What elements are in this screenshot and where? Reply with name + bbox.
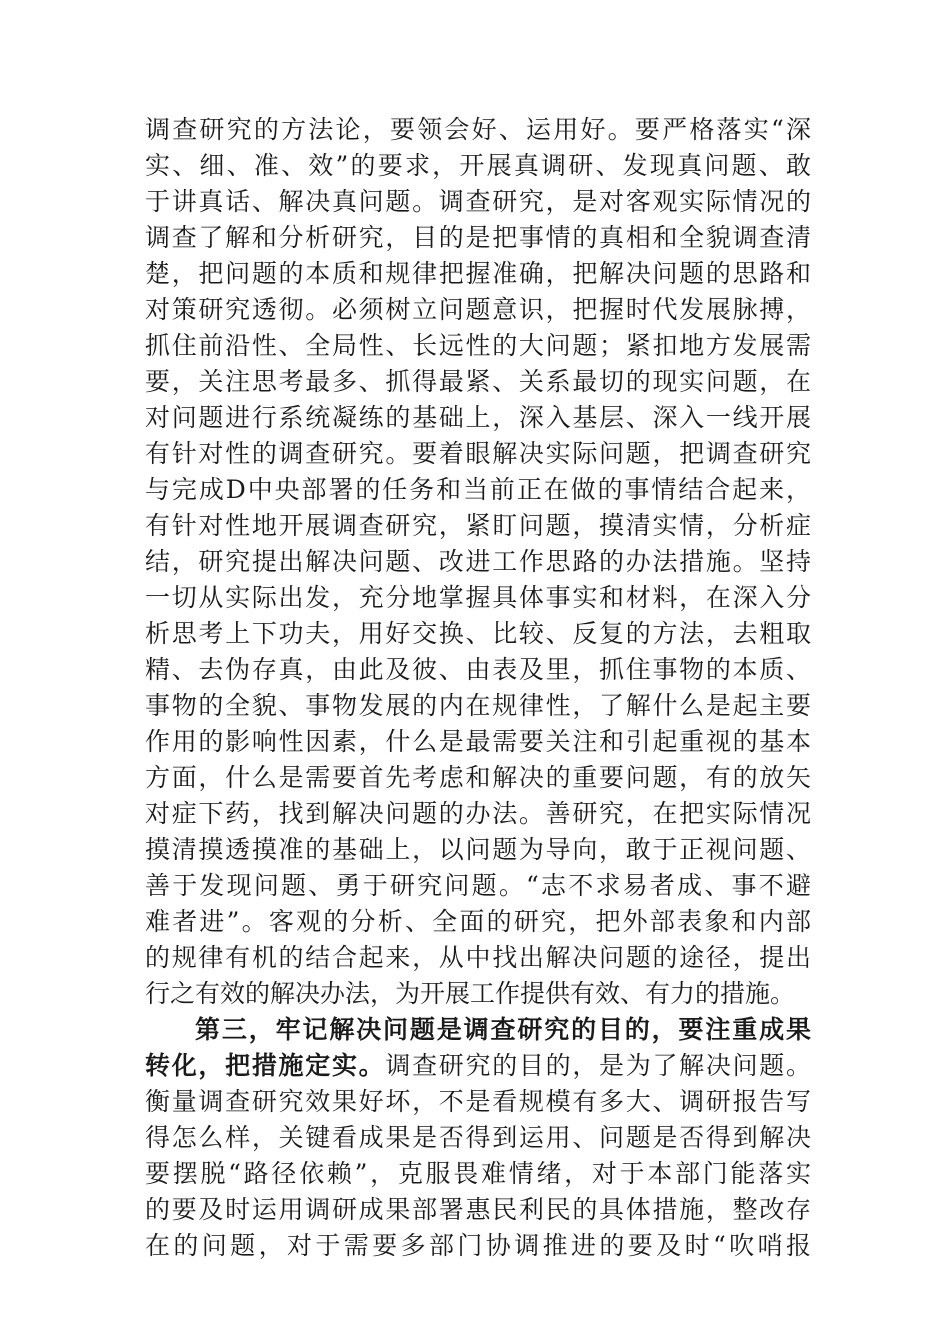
text-line: 衡量调查研究效果好坏，不是看规模有多大、调研报告写 — [145, 1087, 811, 1116]
text-line: 结，研究提出解决问题、改进工作思路的办法措施。坚持 — [145, 547, 811, 576]
paragraph-third-point — [145, 1012, 811, 1264]
text-line: 方面，什么是需要首先考虑和解决的重要问题，有的放矢 — [145, 763, 811, 792]
text-line: 对策研究透彻。必须树立问题意识，把握时代发展脉搏， — [145, 295, 811, 324]
text-line: 有针对性的调查研究。要着眼解决实际问题，把调查研究 — [145, 439, 811, 468]
paragraph-methodology — [145, 112, 811, 1012]
text-line: 的规律有机的结合起来，从中找出解决问题的途径，提出 — [145, 943, 811, 972]
text-line: 行之有效的解决办法，为开展工作提供有效、有力的措施。 — [145, 979, 796, 1008]
text-line: 得怎么样，关键看成果是否得到运用、问题是否得到解决 — [145, 1123, 811, 1152]
text-line — [145, 1048, 811, 1084]
text-line: 善于发现问题、勇于研究问题。“志不求易者成、事不避 — [145, 871, 811, 900]
text-line: 与完成D中央部署的任务和当前正在做的事情结合起来， — [145, 475, 811, 504]
text-line: 作用的影响性因素，什么是最需要关注和引起重视的基本 — [145, 727, 811, 756]
text-line: 于讲真话、解决真问题。调查研究，是对客观实际情况的 — [145, 187, 811, 216]
text-line: 调查了解和分析研究，目的是把事情的真相和全貌调查清 — [145, 223, 811, 252]
text-line: 析思考上下功夫，用好交换、比较、反复的方法，去粗取 — [145, 619, 811, 648]
body-text — [145, 112, 811, 1264]
text-line: 事物的全貌、事物发展的内在规律性，了解什么是起主要 — [145, 691, 811, 720]
text-line: 对症下药，找到解决问题的办法。善研究，在把实际情况 — [145, 799, 811, 828]
text-line: 精、去伪存真，由此及彼、由表及里，抓住事物的本质、 — [145, 655, 811, 684]
text-line: 楚，把问题的本质和规律把握准确，把解决问题的思路和 — [145, 259, 811, 288]
section-heading-tail: 转化，把措施定实。 — [145, 1051, 386, 1080]
text-line: 要摆脱“路径依赖”，克服畏难情绪，对于本部门能落实 — [145, 1159, 811, 1188]
text-line: 有针对性地开展调查研究，紧盯问题，摸清实情，分析症 — [145, 511, 811, 540]
text-line: 要，关注思考最多、抓得最紧、关系最切的现实问题，在 — [145, 367, 811, 396]
text-line: 一切从实际出发，充分地掌握具体事实和材料，在深入分 — [145, 583, 811, 612]
section-heading-line: 第三，牢记解决问题是调查研究的目的，要注重成果 — [195, 1015, 811, 1044]
text-line: 在的问题，对于需要多部门协调推进的要及时“吹哨报 — [145, 1231, 811, 1260]
text-line: 难者进”。客观的分析、全面的研究，把外部表象和内部 — [145, 907, 811, 936]
text-line: 抓住前沿性、全局性、长远性的大问题；紧扣地方发展需 — [145, 331, 811, 360]
text-fragment: 调查研究的目的，是为了解决问题。 — [385, 1051, 811, 1080]
text-line: 的要及时运用调研成果部署惠民利民的具体措施，整改存 — [145, 1195, 811, 1224]
text-line: 调查研究的方法论，要领会好、运用好。要严格落实“深 — [145, 115, 811, 144]
text-line: 对问题进行系统凝练的基础上，深入基层、深入一线开展 — [145, 403, 811, 432]
text-line: 摸清摸透摸准的基础上，以问题为导向，敢于正视问题、 — [145, 835, 811, 864]
text-line: 实、细、准、效”的要求，开展真调研、发现真问题、敢 — [145, 151, 811, 180]
